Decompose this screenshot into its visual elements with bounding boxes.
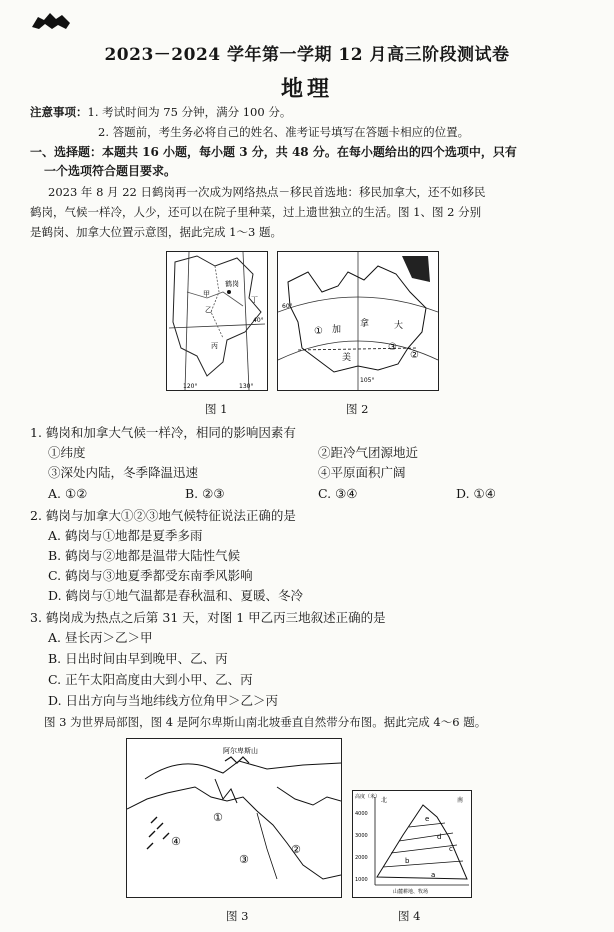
notes-label: 注意事项： <box>30 105 88 119</box>
question1-option-a: A. ①② <box>48 486 88 501</box>
passage1-line1: 2023 年 8 月 22 日鹤岗再一次成为网络热点－移民首选地：移民加拿大，还不如移民 <box>48 185 486 199</box>
figure4-belt-d: d <box>437 833 442 841</box>
figure4-belt-a: a <box>431 871 436 879</box>
question3-option-b: B. 日出时间由早到晚甲、乙、丙 <box>48 651 228 666</box>
figure2-label-da: 大 <box>394 321 404 331</box>
figure1-label-yi: 乙 <box>205 306 212 314</box>
section1-heading-line2: 一个选项符合题目要求。 <box>44 164 177 178</box>
question2-option-d: D. 鹤岗与①地气温都是春秋温和、夏暖、冬冷 <box>48 588 304 603</box>
question2-option-c: C. 鹤岗与③地夏季都受东南季风影响 <box>48 568 253 583</box>
figure2-map <box>277 251 439 391</box>
question1-item-2: ②距冷气团源地近 <box>318 445 419 460</box>
question1-stem: 1. 鹤岗和加拿大气候一样冷，相同的影响因素有 <box>30 425 296 440</box>
figure4-belt-b: b <box>405 857 410 865</box>
figure1-lat-label: 40° <box>253 317 264 324</box>
figure2-lat-label: 60° <box>282 303 293 310</box>
question2-option-a: A. 鹤岗与①地都是夏季多雨 <box>48 528 203 543</box>
figure1-city-label: 鹤岗 <box>225 280 239 288</box>
figure1-map <box>166 251 268 391</box>
figure1-lon-right: 130° <box>239 383 254 390</box>
figure2-lon-label: 105° <box>360 377 375 384</box>
question1-item-3: ③深处内陆，冬季降温迅速 <box>48 465 199 480</box>
figure4-south-label: 南 <box>457 797 464 804</box>
figure3-circle4: ④ <box>171 835 181 848</box>
figure4-north-label: 北 <box>381 797 388 804</box>
question1-item-1: ①纬度 <box>48 445 86 460</box>
question2-stem: 2. 鹤岗与加拿大①②③地气候特征说法正确的是 <box>30 508 296 523</box>
figure1-label-ding: 丁 <box>251 296 258 304</box>
figure4-y4000: 4000 <box>355 811 368 817</box>
figure4-diagram <box>352 790 472 898</box>
figure1-lon-left: 120° <box>183 383 198 390</box>
figure1-label-jia: 甲 <box>203 290 210 298</box>
figure2-label-na: 拿 <box>360 319 370 329</box>
question2-option-b: B. 鹤岗与②地都是温带大陆性气候 <box>48 548 241 563</box>
section1-heading-line1: 一、选择题：本题共 16 小题，每小题 3 分，共 48 分。在每小题给出的四个选项中，只有 <box>30 145 517 159</box>
figure4-belt-c: c <box>449 845 453 853</box>
figure2-circle2: ② <box>410 350 419 361</box>
figure4-caption: 图 4 <box>398 909 421 923</box>
figure1-label-bing: 丙 <box>211 342 218 350</box>
note-item-2: 2. 答题前，考生务必将自己的姓名、准考证号填写在答题卡相应的位置。 <box>98 125 470 139</box>
figure1-caption: 图 1 <box>205 402 228 416</box>
note-item-1: 1. 考试时间为 75 分钟，满分 100 分。 <box>87 105 292 119</box>
figure3-mountain-label: 阿尔卑斯山 <box>223 747 258 755</box>
figure4-y2000: 2000 <box>355 855 368 861</box>
figure4-y3000: 3000 <box>355 833 368 839</box>
figure3-map <box>126 738 342 898</box>
question3-stem: 3. 鹤岗成为热点之后第 31 天，对图 1 甲乙丙三地叙述正确的是 <box>30 610 386 625</box>
figure4-belt-e: e <box>425 815 430 823</box>
figure3-circle1: ① <box>213 811 223 824</box>
question3-option-c: C. 正午太阳高度由大到小甲、乙、丙 <box>48 672 253 687</box>
question1-option-d: D. ①④ <box>456 486 496 501</box>
figure4-y1000: 1000 <box>355 877 368 883</box>
figure3-circle2: ② <box>291 843 301 856</box>
figure2-circle3: ③ <box>388 342 397 353</box>
subject-title: 地理 <box>280 76 333 102</box>
question3-option-d: D. 日出方向与当地纬线方位角甲＞乙＞丙 <box>48 693 279 708</box>
figure2-circle1: ① <box>314 326 323 337</box>
figure2-label-mei: 美 <box>342 353 352 363</box>
exam-logo-icon <box>30 9 72 31</box>
passage1-line3: 是鹤岗、加拿大位置示意图，据此完成 1～3 题。 <box>30 225 282 239</box>
passage1-line2: 鹤岗，气候一样冷，人少，还可以在院子里种菜，过上遗世独立的生活。图 1、图 2 分别 <box>30 205 482 219</box>
figure2-caption: 图 2 <box>346 402 369 416</box>
figure3-caption: 图 3 <box>226 909 249 923</box>
figure2-label-jia: 加 <box>332 325 342 335</box>
exam-title: 2023－2024 学年第一学期 12 月高三阶段测试卷 <box>104 45 510 65</box>
question1-option-c: C. ③④ <box>318 486 358 501</box>
figure3-circle3: ③ <box>239 853 249 866</box>
question1-item-4: ④平原面积广阔 <box>318 465 406 480</box>
figure4-ylabel: 高度（米） <box>355 794 381 800</box>
passage2-line1: 图 3 为世界局部图，图 4 是阿尔卑斯山南北坡垂直自然带分布图。据此完成 4～6 题。 <box>44 715 487 729</box>
figure4-base-label: 山麓耕地、牧场 <box>393 889 429 895</box>
question1-option-b: B. ②③ <box>185 486 225 501</box>
question3-option-a: A. 昼长丙＞乙＞甲 <box>48 630 153 645</box>
